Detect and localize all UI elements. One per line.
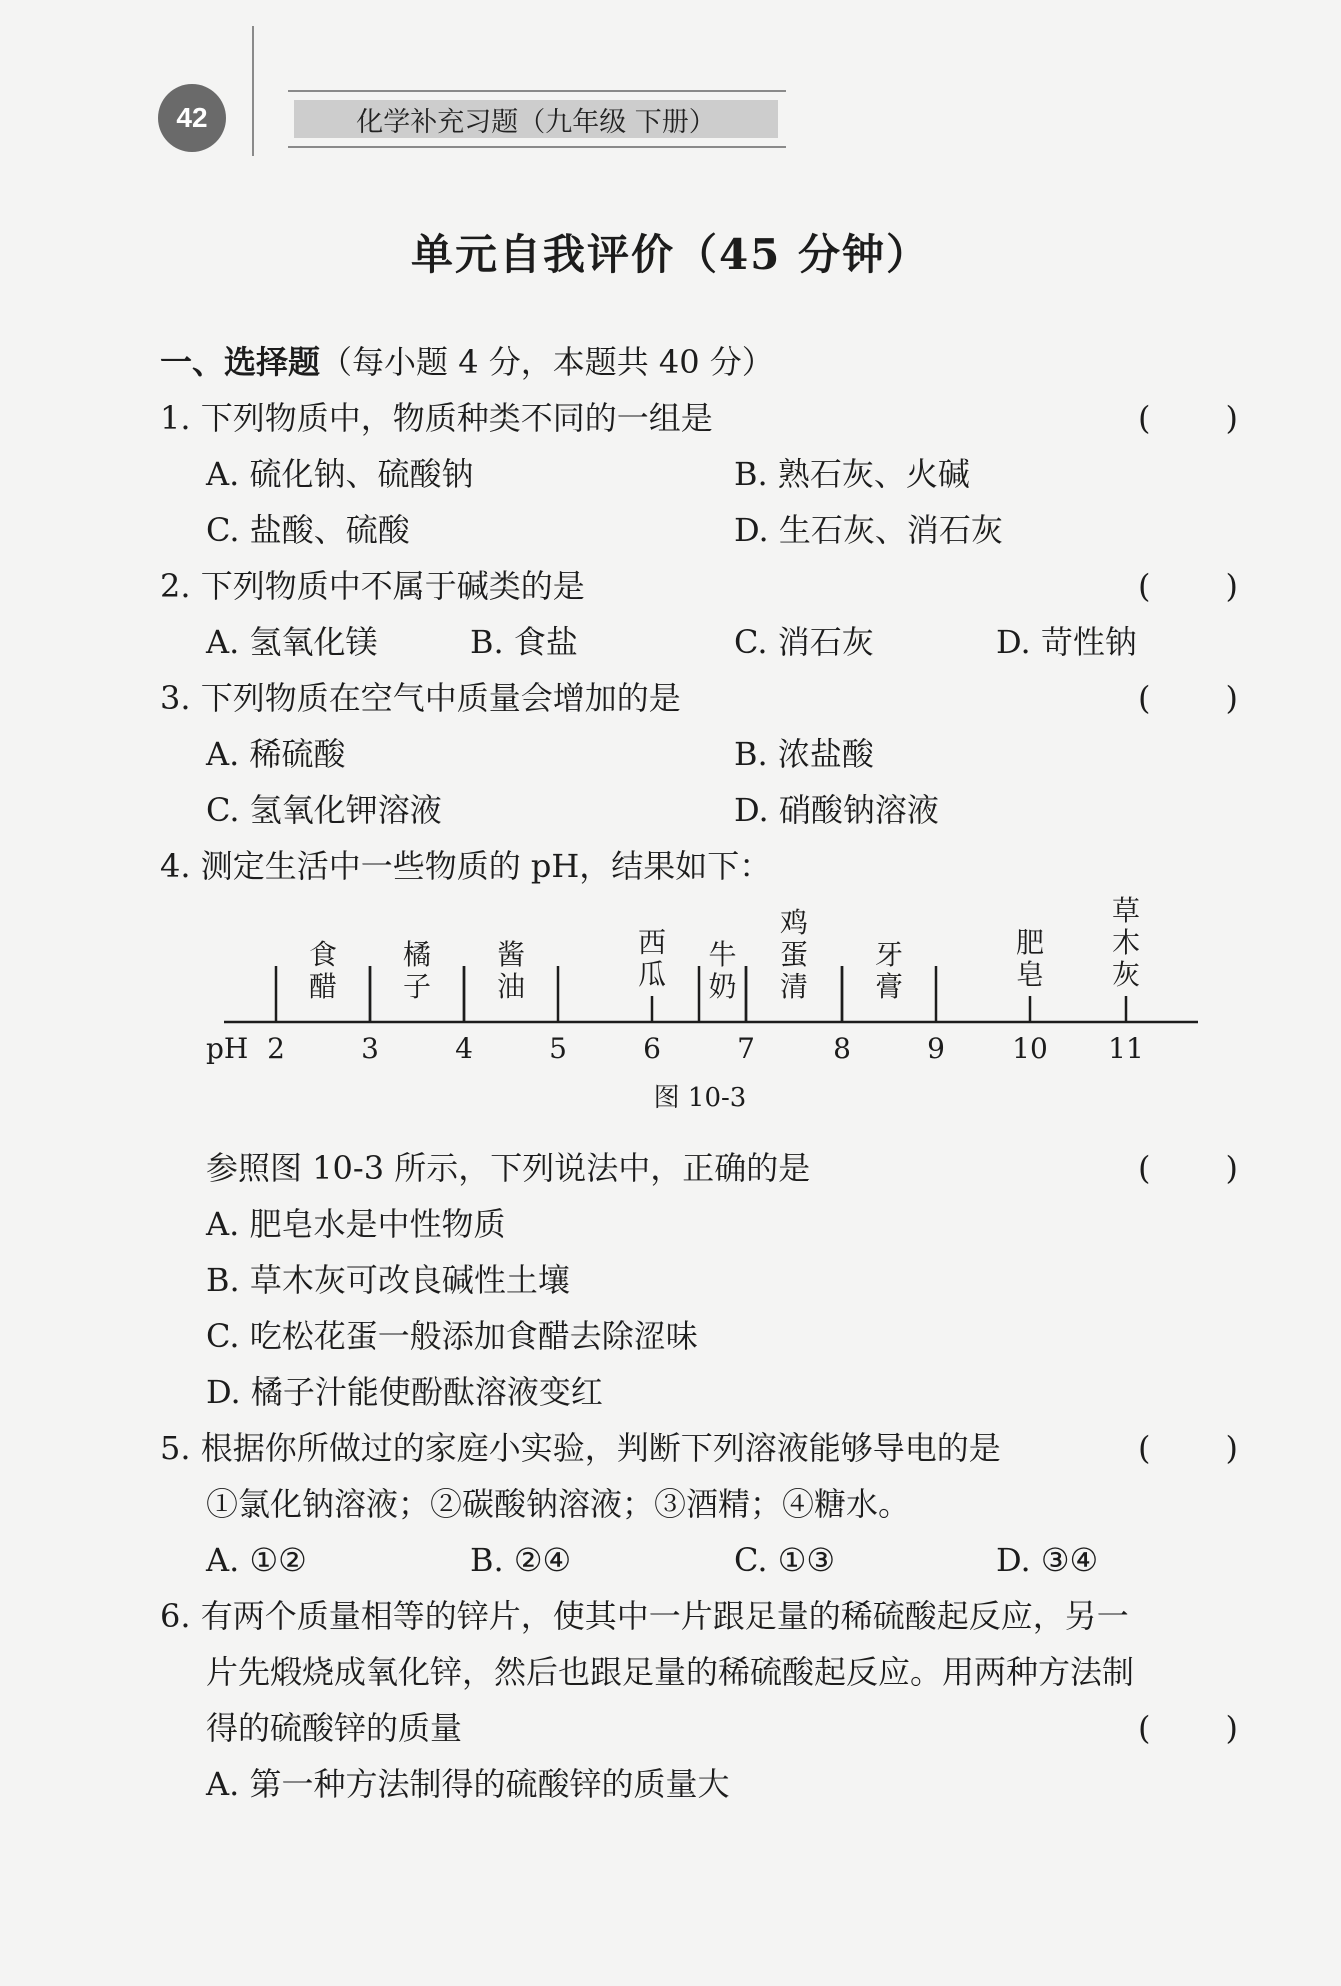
q5-answer-blank: ( ) (1138, 1429, 1238, 1467)
ph-substance-label: 酱 (496, 938, 526, 971)
ph-substance-label: 牛 (708, 938, 737, 971)
q2-stem: 2. 下列物质中不属于碱类的是 (160, 567, 585, 605)
q1-option-b: B. 熟石灰、火碱 (734, 455, 970, 493)
q6-line-1: 6. 有两个质量相等的锌片，使其中一片跟足量的稀硫酸起反应，另一 (160, 1597, 1129, 1635)
q2-option-a: A. 氢氧化镁 (206, 623, 378, 661)
ph-substance-label: 木 (1111, 926, 1141, 959)
q4-option-d: D. 橘子汁能使酚酞溶液变红 (206, 1373, 603, 1411)
ph-tick-label: 5 (549, 1032, 567, 1065)
q1-option-d: D. 生石灰、消石灰 (734, 511, 1003, 549)
ph-tick-label: 8 (833, 1032, 851, 1065)
q4-option-c: C. 吃松花蛋一般添加食醋去除涩味 (206, 1317, 698, 1355)
q2-option-b: B. 食盐 (470, 623, 578, 661)
q4-answer-blank: ( ) (1138, 1149, 1238, 1187)
header-vertical-rule (252, 26, 254, 156)
q5-option-b: B. ②④ (470, 1541, 572, 1579)
section-heading (160, 342, 774, 382)
ph-tick-label: 10 (1012, 1032, 1048, 1065)
ph-substance-label: 皂 (1015, 958, 1045, 991)
q5-items: ①氯化钠溶液；②碳酸钠溶液；③酒精；④糖水。 (206, 1485, 911, 1523)
q3-option-d: D. 硝酸钠溶液 (734, 791, 939, 829)
q1-answer-blank: ( ) (1138, 399, 1238, 437)
page-number-badge: 42 (158, 84, 226, 152)
ph-substance-label: 西 (637, 926, 667, 959)
ph-scale-figure (0, 890, 1341, 1070)
q3-option-b: B. 浓盐酸 (734, 735, 874, 773)
figure-caption: 图 10-3 (653, 1083, 747, 1113)
ph-tick-label: 9 (927, 1032, 945, 1065)
ph-substance-label: 子 (402, 970, 432, 1003)
ph-substance-label: 草 (1111, 894, 1141, 927)
q2-answer-blank: ( ) (1138, 567, 1238, 605)
ph-substance-marker (464, 938, 558, 1022)
ph-substance-label: 瓜 (637, 958, 667, 991)
section-label: 一、选择题 (160, 343, 321, 381)
q3-option-c: C. 氢氧化钾溶液 (206, 791, 442, 829)
q5-option-a: A. ①② (206, 1541, 307, 1579)
q6-answer-blank: ( ) (1138, 1709, 1238, 1747)
q3-answer-blank: ( ) (1138, 679, 1238, 717)
q5-option-c: C. ①③ (734, 1541, 836, 1579)
book-title: 化学补充习题（九年级 下册） (294, 100, 778, 138)
ph-tick-label: 4 (455, 1032, 473, 1065)
ph-tick-label: 11 (1108, 1032, 1144, 1065)
q3-stem: 3. 下列物质在空气中质量会增加的是 (160, 679, 681, 717)
q1-option-c: C. 盐酸、硫酸 (206, 511, 410, 549)
ph-substance-label: 肥 (1015, 926, 1045, 959)
q1-option-a: A. 硫化钠、硫酸钠 (206, 455, 474, 493)
ph-substance-label: 食 (308, 938, 338, 971)
q1-stem: 1. 下列物质中，物质种类不同的一组是 (160, 399, 713, 437)
ph-substance-label: 灰 (1111, 958, 1141, 991)
q2-option-d: D. 苛性钠 (996, 623, 1137, 661)
ph-tick-label: 3 (361, 1032, 379, 1065)
ph-substance-label: 奶 (708, 970, 737, 1003)
ph-tick-label: 2 (267, 1032, 285, 1065)
ph-substance-marker (370, 938, 464, 1022)
ph-substance-label: 膏 (874, 970, 904, 1003)
ph-tick-label: 7 (737, 1032, 755, 1065)
ph-substance-label: 蛋 (779, 938, 809, 971)
header-rule-top (288, 90, 786, 92)
q6-option-a: A. 第一种方法制得的硫酸锌的质量大 (206, 1765, 730, 1803)
section-note: （每小题 4 分，本题共 40 分） (320, 343, 774, 381)
ph-substance-marker (638, 926, 666, 1022)
ph-substance-marker (699, 938, 746, 1022)
q6-line-2: 片先煅烧成氧化锌，然后也跟足量的稀硫酸起反应。用两种方法制 (206, 1653, 1135, 1691)
ph-substance-marker (276, 938, 370, 1022)
ph-substance-label: 橘 (402, 938, 432, 971)
q5-stem: 5. 根据你所做过的家庭小实验，判断下列溶液能够导电的是 (160, 1429, 1001, 1467)
q3-option-a: A. 稀硫酸 (206, 735, 346, 773)
q5-option-d: D. ③④ (996, 1541, 1099, 1579)
ph-substance-label: 牙 (874, 938, 904, 971)
q2-option-c: C. 消石灰 (734, 623, 874, 661)
header-rule-bottom (288, 146, 786, 148)
q4-option-b: B. 草木灰可改良碱性土壤 (206, 1261, 570, 1299)
ph-tick-label: 6 (643, 1032, 661, 1065)
ph-substance-marker (1016, 926, 1044, 1022)
ph-axis-label: pH (206, 1032, 249, 1065)
ph-substance-marker (746, 906, 842, 1022)
ph-substance-marker (842, 938, 936, 1022)
ph-substance-label: 油 (496, 970, 526, 1003)
ph-substance-label: 醋 (308, 970, 338, 1003)
page-title: 单元自我评价（45 分钟） (410, 230, 931, 279)
ph-substance-label: 清 (779, 970, 809, 1003)
q4-stem: 4. 测定生活中一些物质的 pH，结果如下： (160, 847, 772, 885)
ph-substance-label: 鸡 (779, 906, 809, 939)
q6-line-3: 得的硫酸锌的质量 (206, 1709, 463, 1747)
q4-prompt: 参照图 10-3 所示，下列说法中，正确的是 (206, 1149, 811, 1187)
q4-option-a: A. 肥皂水是中性物质 (206, 1205, 506, 1243)
ph-substance-marker (1112, 894, 1140, 1022)
